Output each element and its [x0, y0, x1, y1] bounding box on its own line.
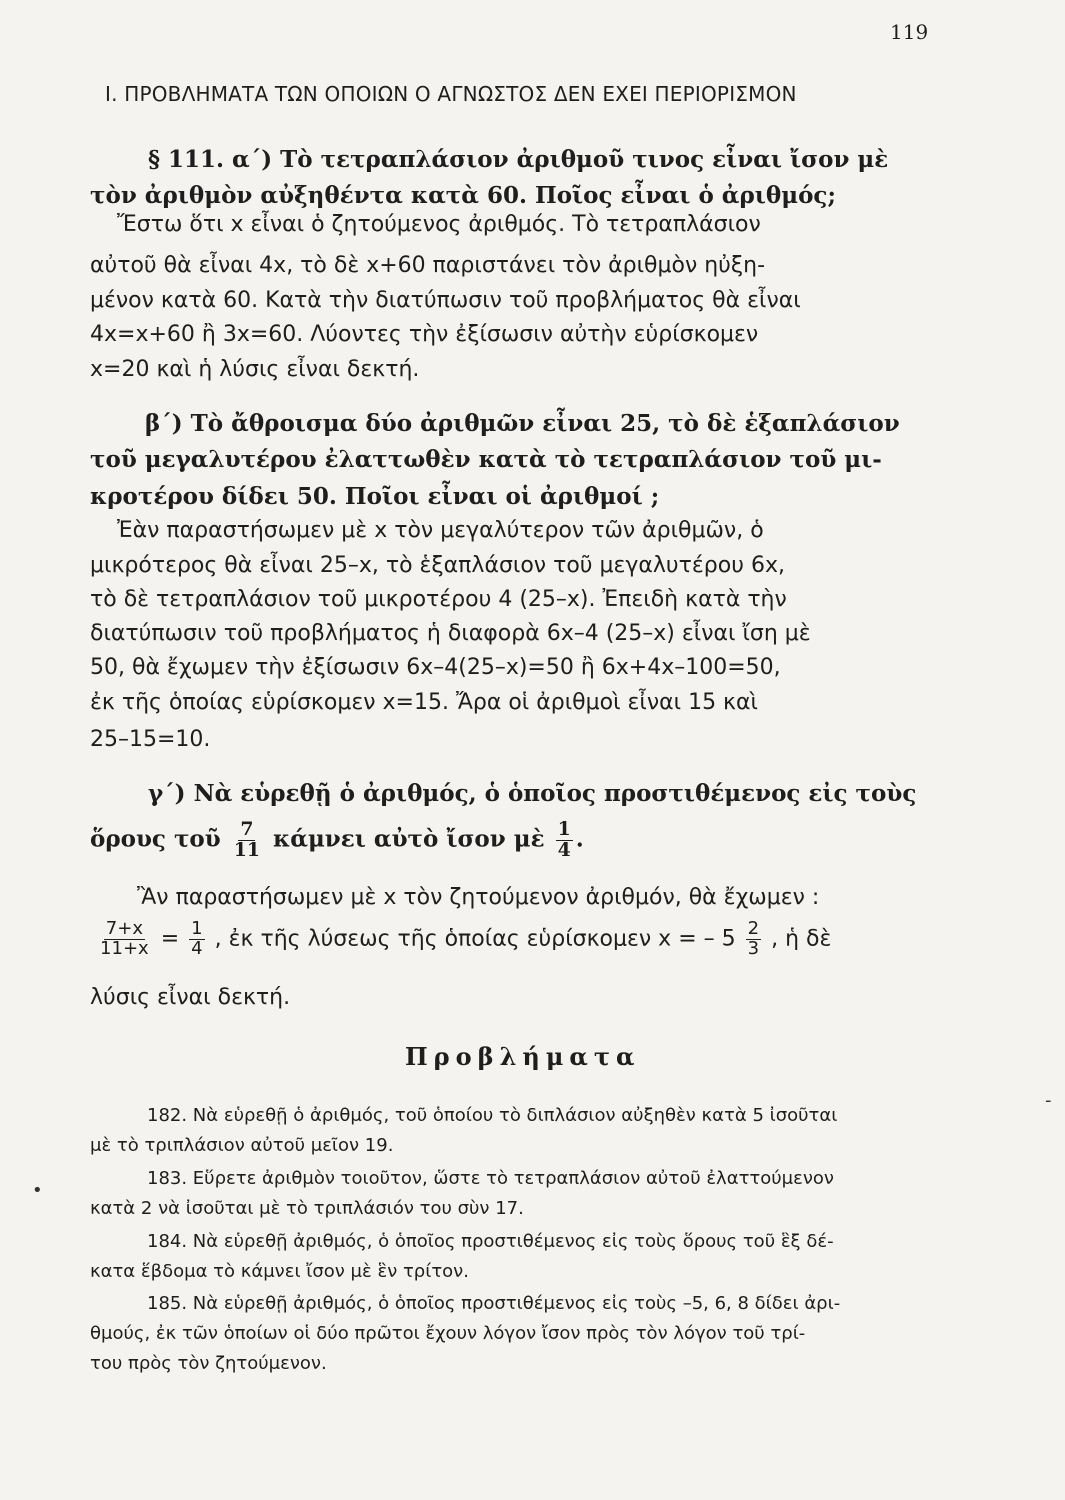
paragraph-line: 25–15=10.	[90, 727, 211, 752]
paragraph-line: ἐκ τῆς ὁποίας εὑρίσκομεν x=15. Ἄρα οἱ ἀριθμοὶ εἶναι 15 καὶ	[90, 690, 758, 715]
problem-line: κατα ἕβδομα τὸ κάμνει ἴσον μὲ ἓν τρίτον.	[90, 1261, 469, 1282]
fraction-numerator: 1	[191, 918, 203, 939]
problem-line: 183. Εὕρετε ἀριθμὸν τοιοῦτον, ὥστε τὸ τετραπλάσιον αὐτοῦ ἐλαττούμενον	[147, 1168, 834, 1189]
paragraph-line: αὐτοῦ θὰ εἶναι 4x, τὸ δὲ x+60 παριστάνει τὸν ἀριθμὸν ηὐξη-	[90, 253, 766, 278]
fraction-denominator: 3	[747, 937, 760, 959]
fraction-denominator: 11	[233, 838, 260, 861]
paragraph-line: Ἐὰν παραστήσωμεν μὲ x τὸν μεγαλύτερον τῶν ἀριθμῶν, ὁ	[117, 518, 764, 543]
paragraph-line: Ἂν παραστήσωμεν μὲ x τὸν ζητούμενον ἀριθμόν, θὰ ἔχωμεν :	[137, 885, 820, 910]
problem-line: 185. Νὰ εὑρεθῇ ἀριθμός, ὁ ὁποῖος προστιθέμενος εἰς τοὺς –5, 6, 8 δίδει ἀρι-	[147, 1293, 841, 1314]
equation-text: , ἡ δὲ	[771, 926, 832, 952]
equals-sign: =	[160, 926, 180, 952]
problem-line: θμούς, ἐκ τῶν ὁποίων οἱ δύο πρῶτοι ἔχουν λόγον ἴσον πρὸς τὸν λόγον τοῦ τρί-	[90, 1323, 806, 1344]
paragraph-line: μικρότερος θὰ εἶναι 25–x, τὸ ἑξαπλάσιον τοῦ μεγαλυτέρου 6x,	[90, 553, 785, 578]
page-number: 119	[890, 20, 929, 44]
fraction-numerator: 1	[557, 818, 571, 840]
heading-text: ὅρους τοῦ	[90, 825, 221, 853]
paragraph-line: x=20 καὶ ἡ λύσις εἶναι δεκτή.	[90, 357, 420, 382]
margin-dash-icon: -	[1045, 1090, 1052, 1111]
paragraph-line: 4x=x+60 ἢ 3x=60. Λύοντες τὴν ἐξίσωσιν αὐτὴν εὑρίσκομεν	[90, 322, 759, 347]
section-b-heading: τοῦ μεγαλυτέρου ἐλαττωθὲν κατὰ τὸ τετραπλάσιον τοῦ μι-	[90, 446, 882, 473]
paragraph-line: 50, θὰ ἔχωμεν τὴν ἐξίσωσιν 6x–4(25–x)=50 ἢ 6x+4x–100=50,	[90, 655, 781, 680]
fraction-denominator: 4	[191, 937, 203, 959]
equation-line	[95, 920, 831, 959]
fraction-numerator: 7	[240, 818, 254, 840]
section-b-heading: κροτέρου δίδει 50. Ποῖοι εἶναι οἱ ἀριθμοί ;	[90, 483, 660, 510]
equation-rhs-fraction	[189, 920, 204, 959]
fraction-denominator: 4	[557, 838, 571, 861]
section-c-heading: γ΄) Νὰ εὑρεθῇ ὁ ἀριθμός, ὁ ὁποῖος προστιθέμενος εἰς τοὺς	[148, 780, 917, 807]
problem-line: κατὰ 2 νὰ ἰσοῦται μὲ τὸ τριπλάσιόν του σὺν 17.	[90, 1198, 524, 1219]
paragraph-line: τὸ δὲ τετραπλάσιον τοῦ μικροτέρου 4 (25–x). Ἐπειδὴ κατὰ τὴν	[90, 587, 787, 612]
fraction-1-4	[556, 820, 573, 861]
fraction-denominator: 11+x	[100, 937, 149, 959]
paragraph-line: Ἔστω ὅτι x εἶναι ὁ ζητούμενος ἀριθμός. Τὸ τετραπλάσιον	[117, 212, 761, 237]
problem-line: 184. Νὰ εὑρεθῇ ἀριθμός, ὁ ὁποῖος προστιθέμενος εἰς τοὺς ὅρους τοῦ ἓξ δέ-	[147, 1231, 834, 1252]
problem-line: 182. Νὰ εὑρεθῇ ὁ ἀριθμός, τοῦ ὁποίου τὸ διπλάσιον αὐξηθὲν κατὰ 5 ἰσοῦται	[147, 1105, 838, 1126]
section-b-heading: β΄) Τὸ ἄθροισμα δύο ἀριθμῶν εἶναι 25, τὸ δὲ ἑξαπλάσιον	[145, 410, 900, 437]
section-a-heading: § 111. α΄) Τὸ τετραπλάσιον ἀριθμοῦ τινος εἶναι ἴσον μὲ	[148, 146, 889, 173]
fraction-numerator: 7+x	[105, 918, 143, 939]
equation-lhs-fraction	[98, 920, 151, 959]
fraction-7-11	[232, 820, 262, 861]
section-c-heading: ὅρους τοῦ $\frac{7}{11}$ κάμνει αὐτὸ ἴσον μὲ $\frac{1}{4}$ .	[90, 818, 584, 861]
section-a-heading: τὸν ἀριθμὸν αὐξηθέντα κατὰ 60. Ποῖος εἶναι ὁ ἀριθμός;	[90, 182, 836, 209]
problems-title: Προβλήματα	[405, 1042, 641, 1071]
heading-text: κάμνει αὐτὸ ἴσον μὲ	[273, 825, 545, 853]
solution-fraction	[746, 920, 761, 959]
equation-text: , ἐκ τῆς λύσεως τῆς ὁποίας εὑρίσκομεν x = – 5	[214, 926, 736, 952]
problem-line: του πρὸς τὸν ζητούμενον.	[90, 1353, 327, 1374]
margin-dot-icon: •	[32, 1180, 43, 1201]
problem-line: μὲ τὸ τριπλάσιον αὐτοῦ μεῖον 19.	[90, 1135, 394, 1156]
chapter-heading: Ι. ΠΡΟΒΛΗΜΑΤΑ ΤΩΝ ΟΠΟΙΩΝ Ο ΑΓΝΩΣΤΟΣ ΔΕΝ ΕΧΕΙ ΠΕΡΙΟΡΙΣΜΟΝ	[105, 82, 797, 106]
paragraph-line: διατύπωσιν τοῦ προβλήματος ἡ διαφορὰ 6x–4 (25–x) εἶναι ἴση μὲ	[90, 621, 811, 646]
paragraph-line: μένον κατὰ 60. Κατὰ τὴν διατύπωσιν τοῦ προβλήματος θὰ εἶναι	[90, 288, 801, 313]
fraction-numerator: 2	[747, 918, 760, 939]
paragraph-line: λύσις εἶναι δεκτή.	[90, 985, 291, 1010]
